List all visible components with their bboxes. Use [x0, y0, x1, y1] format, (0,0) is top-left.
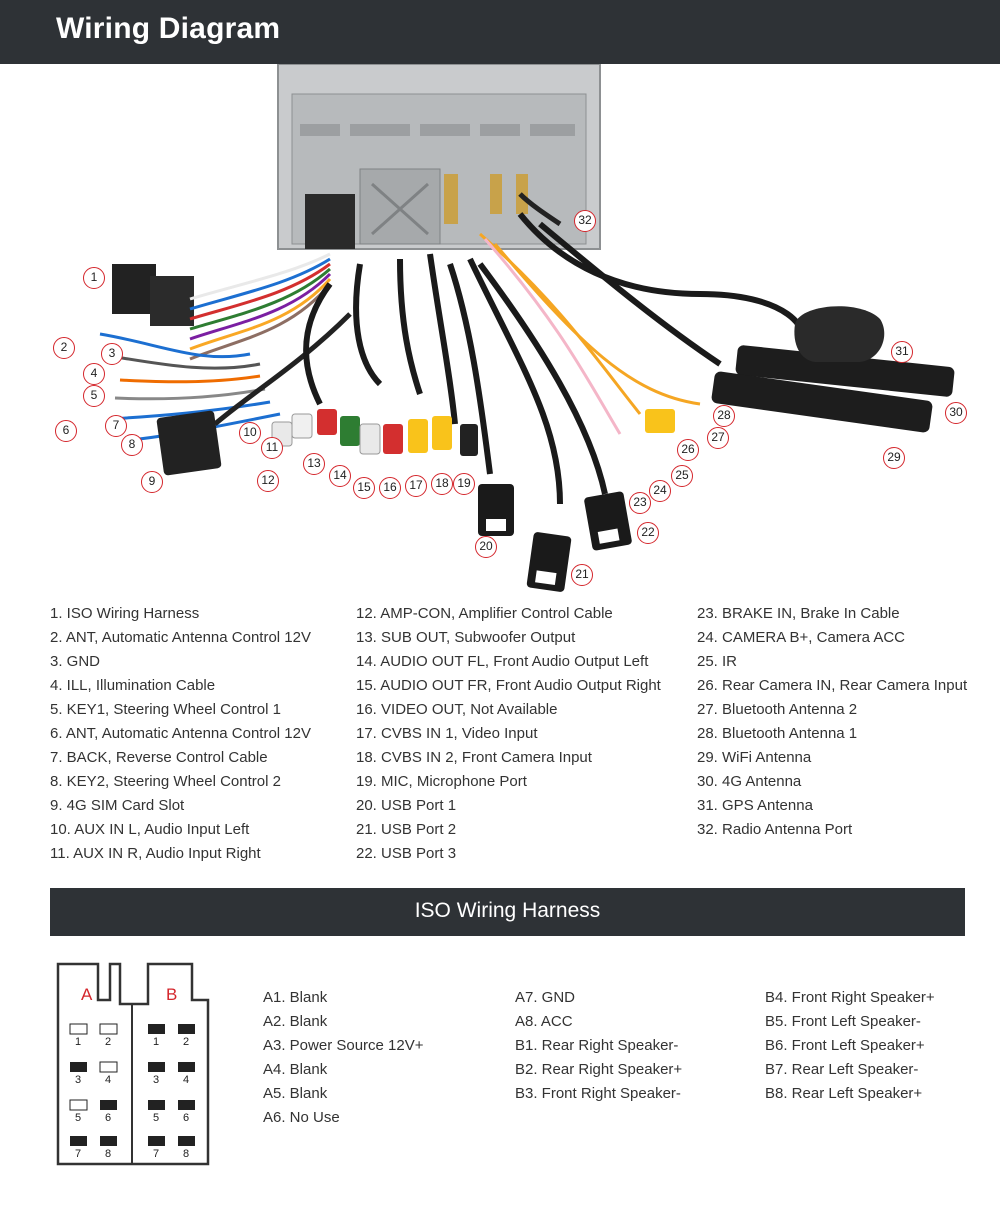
- legend-item: 22. USB Port 3: [356, 845, 457, 862]
- pin-a3: [70, 1062, 87, 1072]
- pin-label: 6: [183, 1112, 190, 1124]
- pin-label: 4: [105, 1074, 112, 1086]
- pin-a1: [70, 1024, 87, 1034]
- pin-label: 3: [153, 1074, 160, 1086]
- callout-21: 21: [571, 564, 593, 586]
- legend-item: 29. WiFi Antenna: [697, 749, 812, 766]
- pin-label: 7: [75, 1148, 82, 1160]
- legend-column-3: [697, 602, 967, 842]
- iso-pin-item: B2. Rear Right Speaker+: [515, 1061, 683, 1078]
- pin-b4: [178, 1062, 195, 1072]
- callout-31: 31: [891, 341, 913, 363]
- callout-19: 19: [453, 473, 475, 495]
- callout-6: 6: [55, 420, 77, 442]
- iso-connector-art: [112, 264, 194, 326]
- pin-label: 8: [105, 1148, 112, 1160]
- iso-pin-item: B8. Rear Left Speaker+: [765, 1085, 923, 1102]
- pin-label: 1: [75, 1036, 82, 1048]
- wiring-legend: [0, 602, 1000, 872]
- header-bar: [0, 0, 1000, 64]
- pin-b7: [148, 1136, 165, 1146]
- block-a-label: A: [81, 985, 93, 1004]
- callout-13: 13: [303, 453, 325, 475]
- pin-b8: [178, 1136, 195, 1146]
- iso-pin-item: A4. Blank: [263, 1061, 328, 1078]
- pin-a2: [100, 1024, 117, 1034]
- legend-item: 10. AUX IN L, Audio Input Left: [50, 821, 250, 838]
- callout-30: 30: [945, 402, 967, 424]
- legend-item: 4. ILL, Illumination Cable: [50, 677, 216, 694]
- callout-32: 32: [574, 210, 596, 232]
- pin-b1: [148, 1024, 165, 1034]
- callout-29: 29: [883, 447, 905, 469]
- iso-pin-item: B4. Front Right Speaker+: [765, 989, 935, 1006]
- legend-item: 18. CVBS IN 2, Front Camera Input: [356, 749, 592, 766]
- callout-25: 25: [671, 465, 693, 487]
- legend-item: 3. GND: [50, 653, 101, 670]
- callout-11: 11: [261, 437, 283, 459]
- pin-label: 2: [183, 1036, 190, 1048]
- legend-item: 21. USB Port 2: [356, 821, 457, 838]
- callout-22: 22: [637, 522, 659, 544]
- iso-pin-item: B7. Rear Left Speaker-: [765, 1061, 919, 1078]
- callout-9: 9: [141, 471, 163, 493]
- legend-item: 13. SUB OUT, Subwoofer Output: [356, 629, 576, 646]
- legend-column-1: [50, 602, 311, 866]
- callout-3: 3: [101, 343, 123, 365]
- legend-item: 27. Bluetooth Antenna 2: [697, 701, 858, 718]
- iso-pin-item: B5. Front Left Speaker-: [765, 1013, 921, 1030]
- legend-item: 2. ANT, Automatic Antenna Control 12V: [50, 629, 311, 646]
- callout-24: 24: [649, 480, 671, 502]
- legend-item: 1. ISO Wiring Harness: [50, 605, 200, 622]
- pin-a4: [100, 1062, 117, 1072]
- legend-item: 24. CAMERA B+, Camera ACC: [697, 629, 905, 646]
- rca-connectors: [272, 409, 478, 456]
- iso-pin-item: A1. Blank: [263, 989, 328, 1006]
- callout-26: 26: [677, 439, 699, 461]
- callout-8: 8: [121, 434, 143, 456]
- callout-15: 15: [353, 477, 375, 499]
- pin-b2: [178, 1024, 195, 1034]
- legend-column-2: [356, 602, 661, 866]
- callout-10: 10: [239, 422, 261, 444]
- iso-pin-item: B1. Rear Right Speaker-: [515, 1037, 679, 1054]
- iso-connector-pinout: [56, 960, 212, 1168]
- callout-1: 1: [83, 267, 105, 289]
- iso-pin-item: A6. No Use: [263, 1109, 340, 1126]
- legend-item: 16. VIDEO OUT, Not Available: [356, 701, 558, 718]
- pin-label: 4: [183, 1074, 190, 1086]
- pin-label: 2: [105, 1036, 112, 1048]
- iso-pin-item: A2. Blank: [263, 1013, 328, 1030]
- callout-16: 16: [379, 477, 401, 499]
- iso-pin-item: A5. Blank: [263, 1085, 328, 1102]
- legend-item: 7. BACK, Reverse Control Cable: [50, 749, 268, 766]
- pin-label: 7: [153, 1148, 160, 1160]
- legend-item: 9. 4G SIM Card Slot: [50, 797, 185, 814]
- antennas: [711, 306, 955, 433]
- legend-item: 25. IR: [697, 653, 738, 670]
- pin-a6: [100, 1100, 117, 1110]
- callout-4: 4: [83, 363, 105, 385]
- callout-14: 14: [329, 465, 351, 487]
- pin-b3: [148, 1062, 165, 1072]
- pin-label: 1: [153, 1036, 160, 1048]
- legend-item: 12. AMP-CON, Amplifier Control Cable: [356, 605, 613, 622]
- pin-a5: [70, 1100, 87, 1110]
- legend-item: 23. BRAKE IN, Brake In Cable: [697, 605, 900, 622]
- pin-label: 5: [75, 1112, 82, 1124]
- callout-18: 18: [431, 473, 453, 495]
- callout-5: 5: [83, 385, 105, 407]
- iso-pin-column-3: [765, 986, 935, 1106]
- callout-28: 28: [713, 405, 735, 427]
- pin-a7: [70, 1136, 87, 1146]
- pin-a8: [100, 1136, 117, 1146]
- iso-pin-item: A3. Power Source 12V+: [263, 1037, 424, 1054]
- pin-label: 6: [105, 1112, 112, 1124]
- pin-label: 8: [183, 1148, 190, 1160]
- callout-2: 2: [53, 337, 75, 359]
- legend-item: 28. Bluetooth Antenna 1: [697, 725, 858, 742]
- iso-pin-column-2: [515, 986, 682, 1106]
- main-cables: [306, 214, 805, 504]
- iso-pin-column-1: [263, 986, 424, 1130]
- page-title: Wiring Diagram: [56, 12, 281, 45]
- callout-17: 17: [405, 475, 427, 497]
- sim-slot-art: [156, 314, 350, 476]
- legend-item: 15. AUDIO OUT FR, Front Audio Output Right: [356, 677, 661, 694]
- legend-item: 5. KEY1, Steering Wheel Control 1: [50, 701, 281, 718]
- legend-item: 11. AUX IN R, Audio Input Right: [50, 845, 261, 862]
- iso-pin-item: B3. Front Right Speaker-: [515, 1085, 681, 1102]
- wiring-illustration-art: [0, 64, 1000, 594]
- legend-item: 17. CVBS IN 1, Video Input: [356, 725, 538, 742]
- legend-item: 8. KEY2, Steering Wheel Control 2: [50, 773, 281, 790]
- pin-label: 3: [75, 1074, 82, 1086]
- callout-12: 12: [257, 470, 279, 492]
- legend-item: 6. ANT, Automatic Antenna Control 12V: [50, 725, 311, 742]
- legend-item: 30. 4G Antenna: [697, 773, 802, 790]
- legend-item: 19. MIC, Microphone Port: [356, 773, 527, 790]
- callout-20: 20: [475, 536, 497, 558]
- block-b-label: B: [166, 985, 178, 1004]
- pin-b5: [148, 1100, 165, 1110]
- iso-pin-item: B6. Front Left Speaker+: [765, 1037, 925, 1054]
- legend-item: 32. Radio Antenna Port: [697, 821, 853, 838]
- callout-27: 27: [707, 427, 729, 449]
- callout-7: 7: [105, 415, 127, 437]
- iso-section-title: ISO Wiring Harness: [414, 899, 601, 922]
- legend-item: 31. GPS Antenna: [697, 797, 813, 814]
- iso-pin-item: A7. GND: [515, 989, 576, 1006]
- legend-item: 26. Rear Camera IN, Rear Camera Input: [697, 677, 968, 694]
- pin-b6: [178, 1100, 195, 1110]
- iso-section-header: [50, 888, 965, 936]
- usb-plugs: [478, 484, 632, 592]
- wiring-illustration: [0, 64, 1000, 594]
- callout-23: 23: [629, 492, 651, 514]
- legend-item: 14. AUDIO OUT FL, Front Audio Output Left: [356, 653, 649, 670]
- pin-label: 5: [153, 1112, 160, 1124]
- iso-pin-item: A8. ACC: [515, 1013, 573, 1030]
- legend-item: 20. USB Port 1: [356, 797, 457, 814]
